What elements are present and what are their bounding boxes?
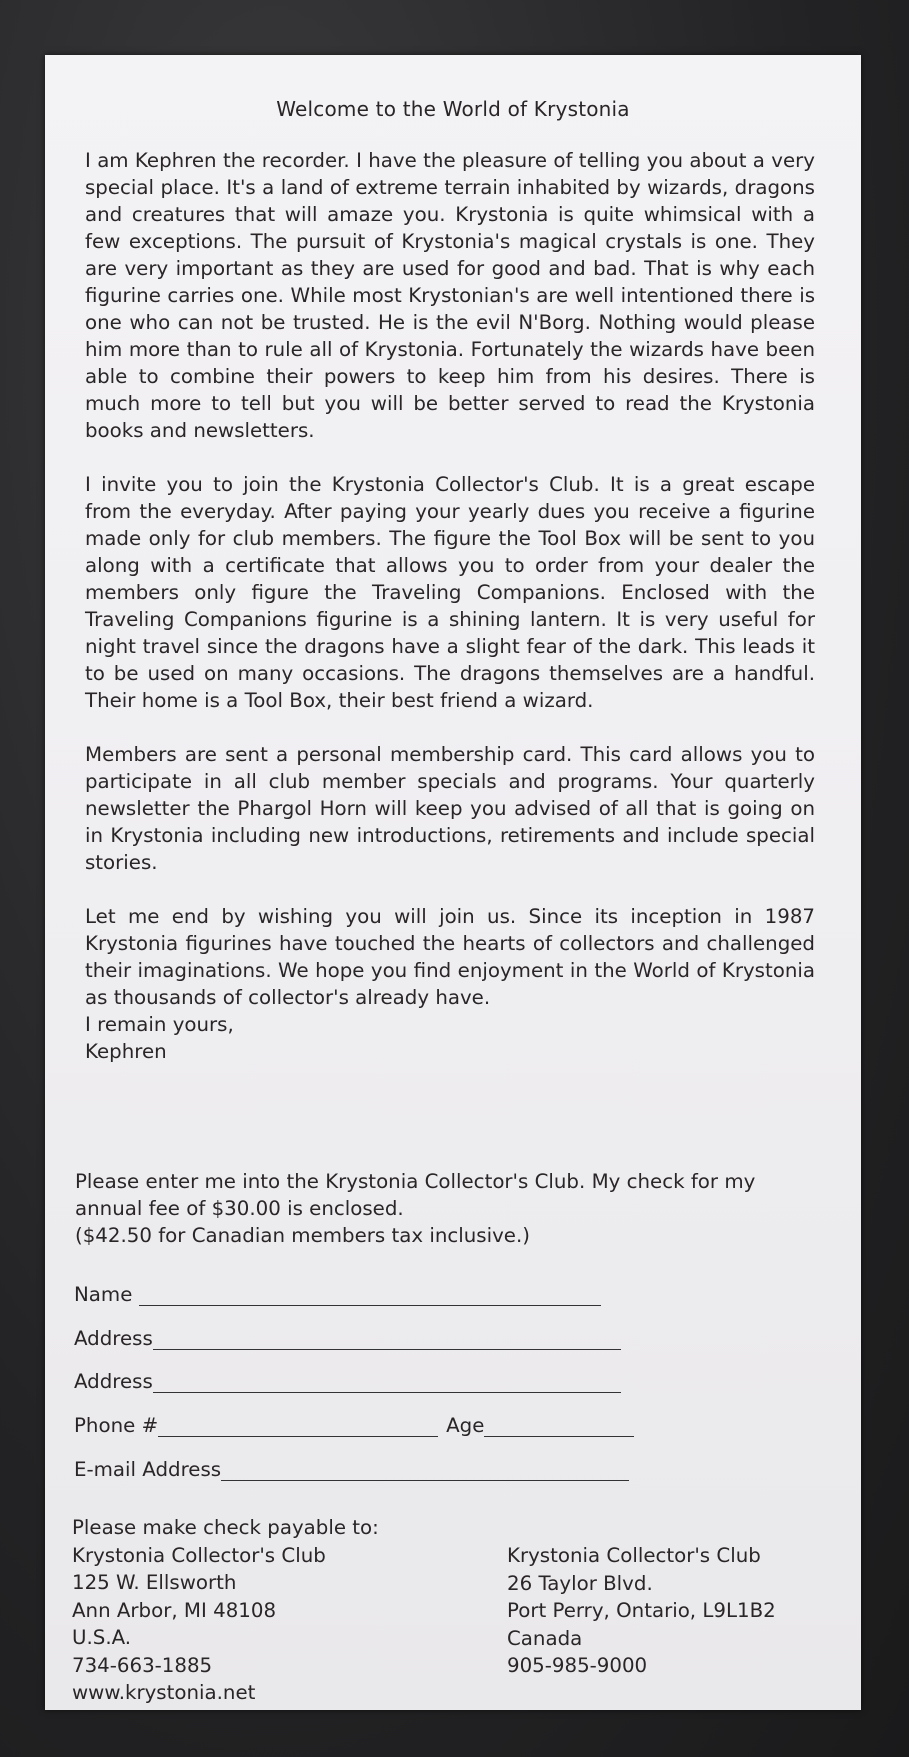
letter-body xyxy=(85,147,815,1065)
address-blank-line[interactable] xyxy=(153,1370,621,1393)
letter-closing: I remain yours, xyxy=(85,1013,234,1036)
canada-address-line: 26 Taylor Blvd. xyxy=(507,1571,653,1595)
email-field[interactable] xyxy=(74,1458,629,1481)
usa-address-line: Ann Arbor, MI 48108 xyxy=(72,1598,277,1622)
website-link[interactable]: www.krystonia.net xyxy=(72,1681,256,1704)
letter-paragraph: Let me end by wishing you will join us. Since its inception in 1987 Krystonia figurines have touched the hearts of collectors and challenged their imaginations. We hope you find enjoyment in the World of Krystonia as thousands of collector's already have. xyxy=(85,905,815,1009)
letter-paragraph: I am Kephren the recorder. I have the pleasure of telling you about a very special place. It's a land of extreme terrain inhabited by wizards, dragons and creatures that will amaze you. Krystonia is quite whimsical with a few exceptions. The pursuit of Krystonia's magical crystals is one. They are very important as they are used for good and bad. That is why each figurine carries one. While most Krystonian's are well intentioned there is one who can not be trusted. He is the evil N'Borg. Nothing would please him more than to rule all of Krystonia. Fortunately the wizards have been able to combine their powers to keep him from his desires. There is much more to tell but you will be better served to read the Krystonia books and newsletters. xyxy=(85,149,815,442)
canada-address-block xyxy=(507,1542,776,1680)
address-field-1[interactable] xyxy=(74,1327,621,1350)
canada-phone: 905-985-9000 xyxy=(507,1654,648,1677)
usa-address-line: U.S.A. xyxy=(72,1626,132,1649)
email-blank-line[interactable] xyxy=(221,1458,629,1481)
letter-signature: Kephren xyxy=(85,1040,167,1063)
enrollment-intro-line: annual fee of $30.00 is enclosed. xyxy=(75,1197,404,1220)
address-label: Address xyxy=(74,1327,153,1350)
phone-blank-line[interactable] xyxy=(158,1414,438,1437)
canada-address-line: Krystonia Collector's Club xyxy=(507,1544,761,1567)
age-blank-line[interactable] xyxy=(484,1414,634,1437)
payable-heading: Please make check payable to: xyxy=(72,1516,379,1539)
name-label: Name xyxy=(74,1283,139,1306)
usa-address-line: Krystonia Collector's Club xyxy=(72,1543,326,1567)
age-label: Age xyxy=(446,1414,485,1437)
address-blank-line[interactable] xyxy=(153,1327,621,1350)
enrollment-intro-line: Please enter me into the Krystonia Collector's Club. My check for my xyxy=(75,1170,756,1193)
usa-address-line: 125 W. Ellsworth xyxy=(72,1571,237,1594)
name-blank-line[interactable] xyxy=(139,1283,601,1306)
usa-phone: 734-663-1885 xyxy=(72,1653,213,1677)
usa-address-block xyxy=(72,1514,379,1707)
address-field-2[interactable] xyxy=(74,1370,621,1393)
enrollment-intro-line: ($42.50 for Canadian members tax inclusive.) xyxy=(75,1224,530,1247)
name-field[interactable] xyxy=(74,1283,601,1306)
phone-field[interactable] xyxy=(74,1414,634,1437)
email-label: E-mail Address xyxy=(74,1458,222,1481)
phone-label: Phone # xyxy=(74,1414,159,1437)
canada-address-line: Port Perry, Ontario, L9L1B2 xyxy=(507,1599,776,1622)
letter-paragraph: Members are sent a personal membership card. This card allows you to participate in all club member specials and programs. Your quarterly newsletter the Phargol Horn will keep you advised of all that is going on in Krystonia including new introductions, retirements and include special stories. xyxy=(85,743,815,874)
letter-paragraph: I invite you to join the Krystonia Collector's Club. It is a great escape from the everyday. After paying your yearly dues you receive a figurine made only for club members. The figure the Tool Box will be sent to you along with a certificate that allows you to order from your dealer the members only figure the Traveling Companions. Enclosed with the Traveling Companions figurine is a shining lantern. It is very useful for night travel since the dragons have a slight fear of the dark. This leads it to be used on many occasions. The dragons themselves are a handful. Their home is a Tool Box, their best friend a wizard. xyxy=(85,473,815,712)
canada-address-line: Canada xyxy=(507,1626,583,1650)
address-label: Address xyxy=(74,1370,153,1393)
enrollment-intro xyxy=(75,1168,805,1249)
flyer-title: Welcome to the World of Krystonia xyxy=(276,97,630,121)
club-flyer xyxy=(45,55,861,1710)
